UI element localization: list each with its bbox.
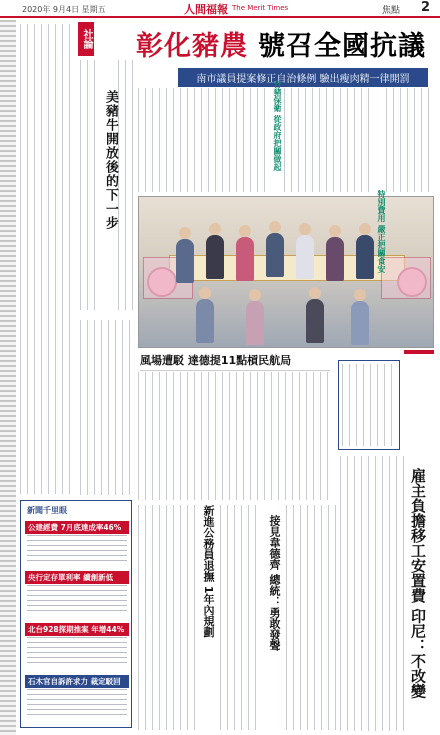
brief-body-1: [27, 535, 127, 565]
person-figure: [296, 235, 314, 279]
article-text-block-2: [284, 88, 370, 192]
person-figure: [306, 299, 324, 343]
brief-item-2: 央行定存單利率 續創新低: [25, 571, 129, 584]
headline-migrant-workers: 雇主負擔移工安置費 印尼：不改變: [409, 468, 427, 699]
person-head: [269, 221, 281, 233]
brief-body-2: [27, 585, 127, 615]
person-head: [329, 225, 341, 237]
person-figure: [356, 235, 374, 279]
person-figure: [326, 237, 344, 281]
photo-caption-pink: 特別費用 嚴正把關食安: [377, 190, 386, 273]
person-figure: [236, 237, 254, 281]
editorial-tag: 社論: [78, 22, 94, 56]
news-photo-protest: [138, 196, 434, 348]
person-figure: [176, 239, 194, 283]
newspaper-logo-english: The Merit Times: [232, 4, 289, 12]
person-head: [249, 289, 261, 301]
person-figure: [196, 299, 214, 343]
person-head: [199, 287, 211, 299]
brief-item-3: 北台928探期推案 年增44%: [25, 623, 129, 636]
person-head: [354, 289, 366, 301]
article-text-block-4: [138, 372, 328, 500]
editorial-title: 美豬牛開放後的下一步: [103, 90, 118, 230]
headline-part-2: 號召全國抗議: [258, 30, 426, 62]
brief-item-1: 公建經費 7月底達成率46%: [25, 521, 129, 534]
editorial-text-block-2: [118, 60, 134, 310]
photo-caption-green: 台豬保衛 從政府把關做起: [273, 80, 282, 171]
sidebar-heading: 新聞千里眼: [27, 506, 67, 515]
person-figure: [351, 301, 369, 345]
issue-date: 2020年 9月4日 星期五: [22, 5, 106, 14]
person-head: [239, 225, 251, 237]
brief-body-4: [27, 689, 127, 719]
person-head: [309, 287, 321, 299]
article-text-block: [138, 88, 268, 192]
news-briefs-sidebar: [20, 500, 132, 728]
brief-item-4: 石木官自訴許求力 裁定駁回: [25, 675, 129, 688]
boxed-note-text: [342, 364, 396, 446]
person-head: [179, 227, 191, 239]
person-head: [209, 223, 221, 235]
person-figure: [246, 301, 264, 345]
article-text-block-3: [386, 88, 434, 192]
masthead: [0, 0, 440, 18]
newspaper-logo: 人間福報: [184, 3, 228, 16]
headline-part-1: 彰化豬農: [136, 30, 248, 62]
accent-bar: [404, 350, 434, 354]
person-figure: [206, 235, 224, 279]
brief-body-3: [27, 637, 127, 667]
subheadline: 南市議員提案修正自治條例 驗出瘦肉精一律開罰: [178, 68, 428, 87]
page-number: 2: [421, 0, 431, 15]
protest-sign: [381, 257, 431, 299]
page-gutter-strip: [0, 20, 16, 735]
column-text-block: [20, 24, 76, 494]
article-text-block-8: [286, 505, 336, 730]
column-text-block-2: [80, 320, 134, 495]
editorial-text-block: [80, 60, 98, 310]
person-figure: [266, 233, 284, 277]
headline-president-meeting: 接見韋德齊 總統：勇敢發聲: [268, 515, 281, 651]
article-text-block-7: [220, 505, 262, 730]
article-text-block-5: [340, 456, 404, 731]
person-head: [299, 223, 311, 235]
headline-civil-servants: 新進公務員退撫 1年內規劃: [202, 505, 215, 638]
article-headline-airport: 風場遭駁 達德提11點槓民航局: [140, 352, 330, 371]
person-head: [359, 223, 371, 235]
section-name: 焦點: [382, 6, 401, 16]
article-text-block-6: [138, 505, 196, 730]
main-headline: [136, 22, 434, 64]
